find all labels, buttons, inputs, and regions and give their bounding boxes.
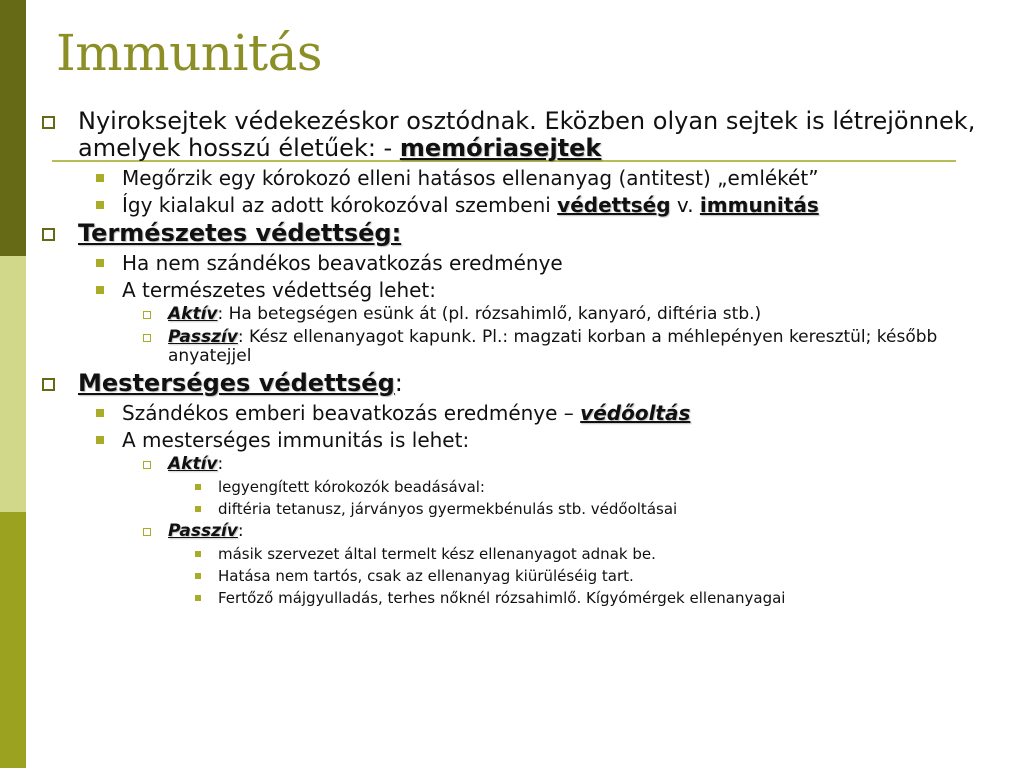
artificial-active-label: Aktív bbox=[168, 454, 218, 474]
square-bullet-icon bbox=[96, 409, 104, 417]
immunity-text-a: Így kialakul az adott kórokozóval szembeni bbox=[122, 193, 558, 217]
sub-bullet-antibody-memory bbox=[40, 167, 1000, 189]
side-bar-segment-middle bbox=[0, 256, 26, 512]
sub-bullet-immunity bbox=[40, 194, 1000, 216]
hollow-square-bullet-icon bbox=[143, 461, 151, 469]
sub-sub-bullet-artificial-passive bbox=[40, 522, 1000, 541]
detail-bullet-other-organism bbox=[40, 545, 1000, 563]
attenuated-text: legyengített kórokozók beadásával: bbox=[218, 478, 485, 496]
immunity-emphasis-a: védettség bbox=[557, 193, 671, 217]
sub-sub-bullet-natural-active bbox=[40, 305, 1000, 324]
artificial-can-be-text: A mesterséges immunitás is lehet: bbox=[122, 428, 470, 452]
artificial-immunity-suffix: : bbox=[394, 369, 403, 397]
not-intentional-text: Ha nem szándékos beavatkozás eredménye bbox=[122, 251, 563, 275]
hollow-square-bullet-icon bbox=[42, 228, 55, 241]
side-decoration-bar bbox=[0, 0, 26, 768]
hollow-square-bullet-icon bbox=[42, 378, 55, 391]
small-square-bullet-icon bbox=[195, 551, 201, 557]
sub-bullet-artificial-can-be bbox=[40, 429, 1000, 451]
small-square-bullet-icon bbox=[195, 573, 201, 579]
small-square-bullet-icon bbox=[195, 506, 201, 512]
detail-bullet-vaccines bbox=[40, 500, 1000, 518]
sub-bullet-natural-can-be bbox=[40, 279, 1000, 301]
not-lasting-text: Hatása nem tartós, csak az ellenanyag kiürüléséig tart. bbox=[218, 567, 634, 585]
artificial-immunity-heading: Mesterséges védettség bbox=[78, 369, 395, 397]
memory-cells-emphasis: memóriasejtek bbox=[399, 134, 602, 162]
artificial-active-suffix: : bbox=[217, 454, 224, 474]
natural-passive-text: : Kész ellenanyagot kapunk. Pl.: magzati korban a méhlepényen keresztül; később anyatejjel bbox=[168, 327, 938, 366]
square-bullet-icon bbox=[96, 201, 104, 209]
natural-active-text: : Ha betegségen esünk át (pl. rózsahimlő, kanyaró, diftéria stb.) bbox=[217, 304, 762, 324]
slide-title: Immunitás bbox=[56, 24, 323, 82]
natural-immunity-heading: Természetes védettség: bbox=[78, 219, 402, 247]
detail-bullet-attenuated bbox=[40, 478, 1000, 496]
bullet-memory-cells bbox=[40, 108, 1000, 162]
hollow-square-bullet-icon bbox=[143, 528, 151, 536]
examples-text: Fertőző májgyulladás, terhes nőknél rózsahimlő. Kígyómérgek ellenanyagai bbox=[218, 589, 786, 607]
detail-bullet-not-lasting bbox=[40, 567, 1000, 585]
intentional-text: Szándékos emberi beavatkozás eredménye – bbox=[122, 401, 581, 425]
artificial-passive-suffix: : bbox=[237, 521, 244, 541]
sub-sub-bullet-natural-passive bbox=[40, 328, 1000, 366]
other-organism-text: másik szervezet által termelt kész ellenanyagot adnak be. bbox=[218, 545, 656, 563]
sub-sub-bullet-artificial-active bbox=[40, 455, 1000, 474]
hollow-square-bullet-icon bbox=[143, 334, 151, 342]
vaccination-emphasis: védőoltás bbox=[580, 401, 691, 425]
square-bullet-icon bbox=[96, 174, 104, 182]
square-bullet-icon bbox=[96, 286, 104, 294]
square-bullet-icon bbox=[96, 436, 104, 444]
sub-bullet-intentional bbox=[40, 402, 1000, 424]
memory-cells-text: Nyiroksejtek védekezéskor osztódnak. Eközben olyan sejtek is létrejönnek, amelyek hosszú életűek: - bbox=[78, 107, 976, 162]
natural-active-label: Aktív bbox=[168, 304, 218, 324]
hollow-square-bullet-icon bbox=[42, 116, 55, 129]
detail-bullet-examples bbox=[40, 589, 1000, 607]
side-bar-segment-bottom bbox=[0, 512, 26, 768]
natural-can-be-text: A természetes védettség lehet: bbox=[122, 278, 437, 302]
immunity-emphasis-b: immunitás bbox=[699, 193, 819, 217]
antibody-memory-text: Megőrzik egy kórokozó elleni hatásos ellenanyag (antitest) „emlékét” bbox=[122, 166, 819, 190]
sub-bullet-not-intentional bbox=[40, 252, 1000, 274]
natural-passive-label: Passzív bbox=[168, 327, 238, 347]
small-square-bullet-icon bbox=[195, 595, 201, 601]
small-square-bullet-icon bbox=[195, 484, 201, 490]
immunity-text-b: v. bbox=[670, 193, 700, 217]
hollow-square-bullet-icon bbox=[143, 311, 151, 319]
bullet-artificial-immunity bbox=[40, 370, 1000, 397]
side-bar-segment-top bbox=[0, 0, 26, 256]
bullet-natural-immunity bbox=[40, 220, 1000, 247]
square-bullet-icon bbox=[96, 259, 104, 267]
slide-content bbox=[40, 104, 1000, 607]
vaccines-text: diftéria tetanusz, járványos gyermekbénulás stb. védőoltásai bbox=[218, 500, 678, 518]
artificial-passive-label: Passzív bbox=[168, 521, 238, 541]
